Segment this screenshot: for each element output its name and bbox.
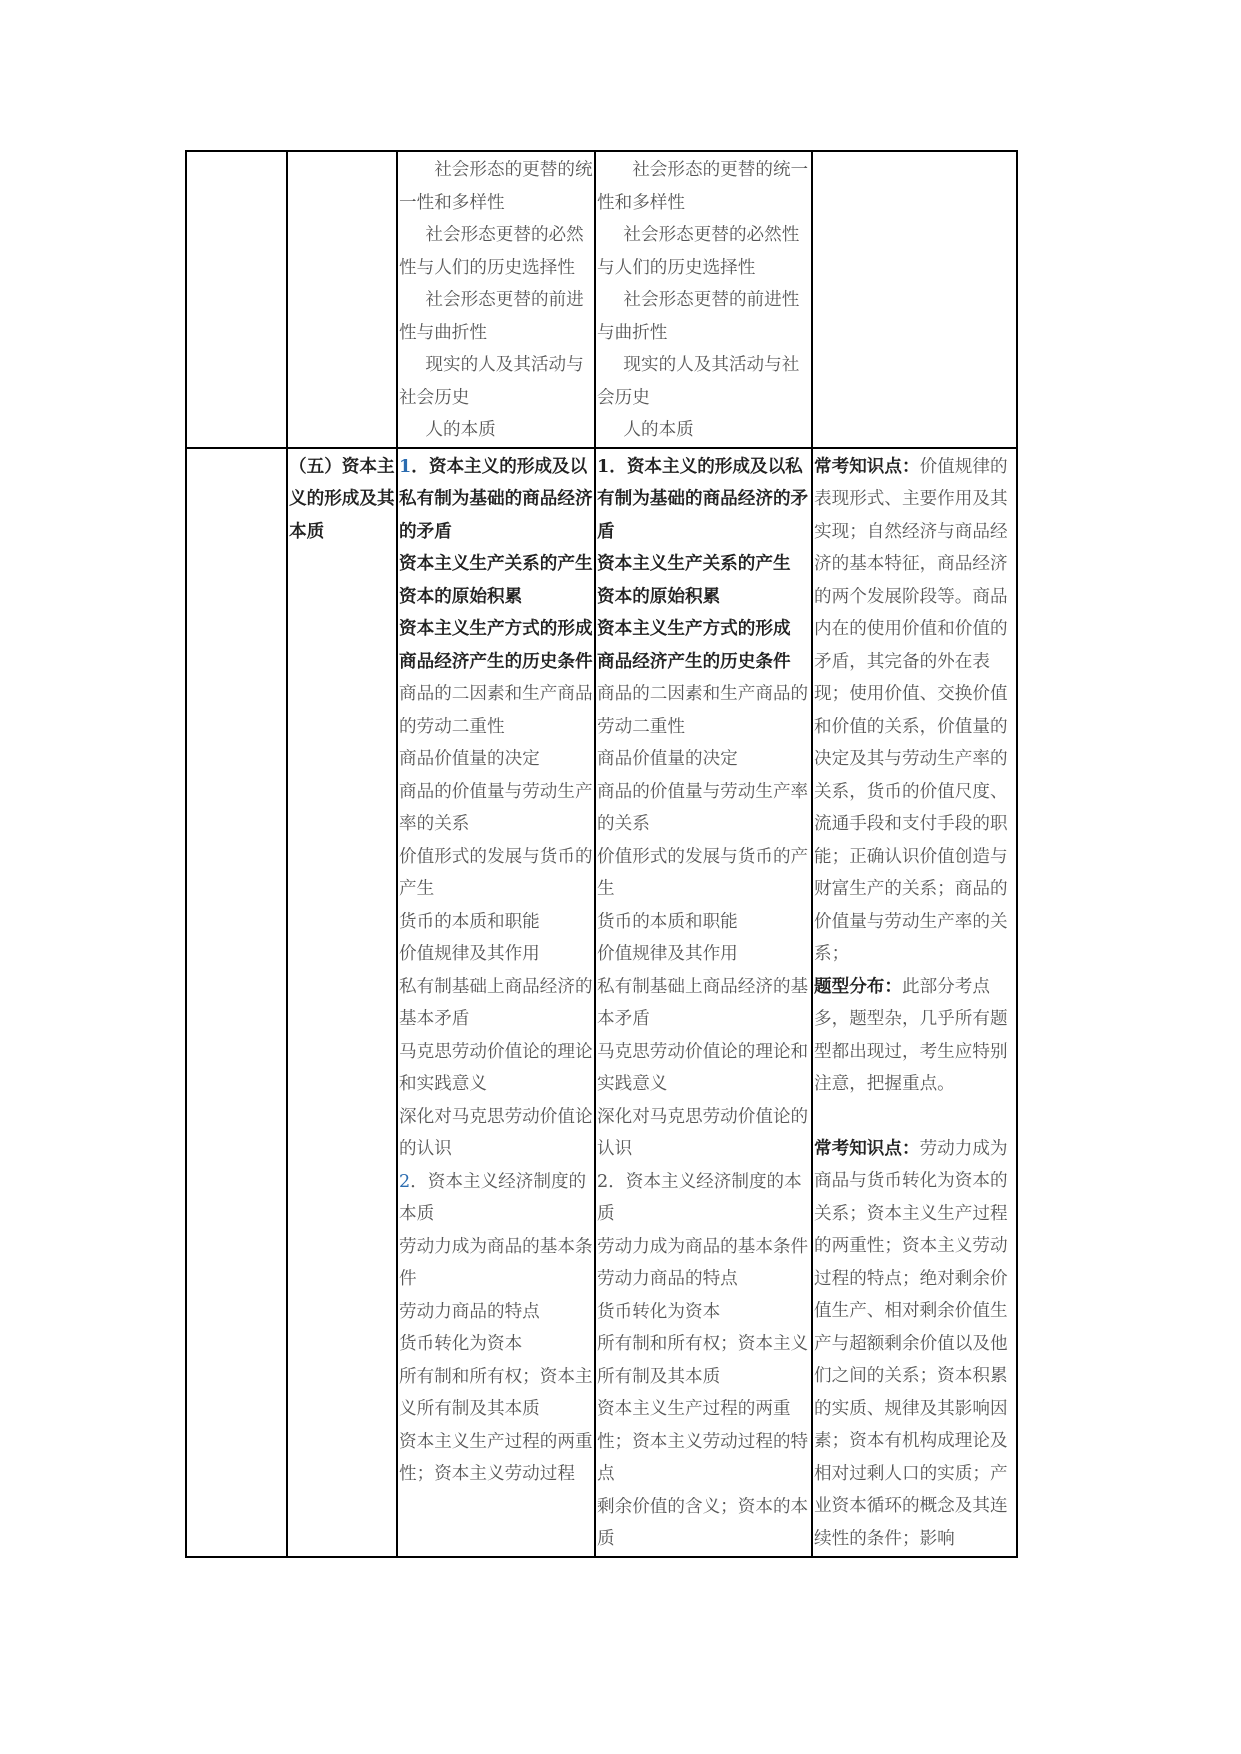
list-item: 马克思劳动价值论的理论和实践意义: [399, 1041, 593, 1094]
list-item: 资本主义生产方式的形成: [399, 618, 593, 639]
heading-number: 1: [399, 455, 412, 477]
key-points-label: 常考知识点：: [814, 1137, 920, 1159]
list-item: 所有制和所有权；资本主义所有制及其本质: [597, 1334, 809, 1387]
list-item: 人的本质: [623, 420, 694, 440]
list-item: 商品的二因素和生产商品的劳动二重性: [597, 684, 809, 737]
list-item: 所有制和所有权；资本主义所有制及其本质: [399, 1366, 593, 1419]
list-item: 现实的人及其活动与社会历史: [597, 355, 800, 408]
list-item: 劳动力商品的特点: [399, 1301, 540, 1322]
list-item: 社会形态的更替的统一性和多样性: [597, 160, 809, 213]
table-row: [186, 448, 1017, 1557]
list-item: 社会形态更替的前进性与曲折性: [597, 290, 800, 343]
list-item: 资本主义生产关系的产生: [399, 553, 593, 574]
list-item: 商品的二因素和生产商品的劳动二重性: [399, 684, 593, 737]
spacer: [814, 1101, 1015, 1133]
list-item: 劳动力成为商品的基本条件: [597, 1236, 809, 1257]
list-item: 商品经济产生的历史条件: [597, 650, 791, 672]
row1-col1: [186, 151, 287, 448]
heading-text: ．资本主义经济制度的本质: [399, 1171, 587, 1224]
row1-col2: [287, 151, 397, 448]
list-item: 商品经济产生的历史条件: [399, 650, 593, 672]
list-item: 货币转化为资本: [597, 1301, 721, 1322]
list-item: 资本主义生产关系的产生: [597, 553, 791, 574]
list-item: 资本的原始积累: [399, 585, 523, 607]
list-item: 劳动力成为商品的基本条件: [399, 1236, 593, 1289]
key-points-text: 劳动力成为商品与货币转化为资本的关系；资本主义生产过程的两重性；资本主义劳动过程的特点；绝对剩余价值生产、相对剩余价值生产与超额剩余价值以及他们之间的关系；资本积累的实质、规律及其影响因素；资本有机构成理论及相对过剩人口的实质；产业资本循环的概念及其连续性的条件；影响: [814, 1138, 1008, 1549]
key-points-text: 价值规律的表现形式、主要作用及其实现；自然经济与商品经济的基本特征，商品经济的两个发展阶段等。商品内在的使用价值和价值的矛盾，其完备的外在表现；使用价值、交换价值和价值的关系，价值量的决定及其与劳动生产率的关系，货币的价值尺度、流通手段和支付手段的职能；正确认识价值创造与财富生产的关系；商品的价值量与劳动生产率的关系；: [814, 456, 1008, 964]
list-item: 货币的本质和职能: [399, 911, 540, 932]
list-item: 商品的价值量与劳动生产率的关系: [597, 781, 809, 834]
list-item: 剩余价值的含义；资本的本质: [597, 1496, 809, 1549]
row2-col4: [595, 448, 812, 1557]
list-item: 深化对马克思劳动价值论的认识: [399, 1106, 593, 1159]
list-item: 商品价值量的决定: [597, 749, 738, 769]
list-item: 资本主义生产过程的两重性；资本主义劳动过程: [399, 1431, 593, 1484]
list-item: 资本主义生产方式的形成: [597, 618, 791, 639]
heading-text: 2．资本主义经济制度的本质: [597, 1171, 802, 1224]
list-item: 价值形式的发展与货币的产生: [597, 846, 809, 899]
list-item: 社会形态更替的必然性与人们的历史选择性: [597, 225, 800, 278]
table-row: [186, 151, 1017, 448]
list-item: 马克思劳动价值论的理论和实践意义: [597, 1041, 809, 1094]
list-item: 价值形式的发展与货币的产生: [399, 846, 593, 899]
list-item: 私有制基础上商品经济的基本矛盾: [597, 976, 809, 1029]
row2-col3: [397, 448, 595, 1557]
heading-text: ．资本主义的形成及以私有制为基础的商品经济的矛盾: [399, 455, 593, 542]
list-item: 价值规律及其作用: [597, 944, 738, 964]
syllabus-table: [185, 150, 1018, 1558]
list-item: 社会形态更替的必然性与人们的历史选择性: [399, 225, 584, 278]
list-item: 资本的原始积累: [597, 585, 721, 607]
heading-number: 2: [399, 1171, 411, 1192]
key-points-label: 常考知识点：: [814, 455, 920, 477]
list-item: 深化对马克思劳动价值论的认识: [597, 1106, 809, 1159]
question-types-label: 题型分布：: [814, 975, 902, 997]
row1-col4: [595, 151, 812, 448]
list-item: 货币转化为资本: [399, 1334, 523, 1354]
row1-col3: [397, 151, 595, 448]
list-item: 劳动力商品的特点: [597, 1269, 738, 1289]
list-item: 货币的本质和职能: [597, 911, 738, 932]
list-item: 商品价值量的决定: [399, 749, 540, 769]
row1-col5: [812, 151, 1017, 448]
list-item: 社会形态的更替的统一性和多样性: [399, 160, 593, 213]
list-item: 价值规律及其作用: [399, 944, 540, 964]
list-item: 社会形态更替的前进性与曲折性: [399, 290, 584, 343]
heading-text: 1．资本主义的形成及以私有制为基础的商品经济的矛盾: [597, 455, 809, 542]
list-item: 现实的人及其活动与社会历史: [399, 355, 584, 408]
question-types-text: 此部分考点多，题型杂，几乎所有题型都出现过，考生应特别注意，把握重点。: [814, 976, 1008, 1094]
section-title: （五）资本主义的形成及其本质: [289, 455, 395, 542]
list-item: 私有制基础上商品经济的基本矛盾: [399, 976, 593, 1029]
row2-col2: [287, 448, 397, 1557]
list-item: 资本主义生产过程的两重性；资本主义劳动过程的特点: [597, 1399, 809, 1484]
row2-col1: [186, 448, 287, 1557]
row2-col5: [812, 448, 1017, 1557]
list-item: 人的本质: [425, 420, 496, 440]
list-item: 商品的价值量与劳动生产率的关系: [399, 781, 593, 834]
